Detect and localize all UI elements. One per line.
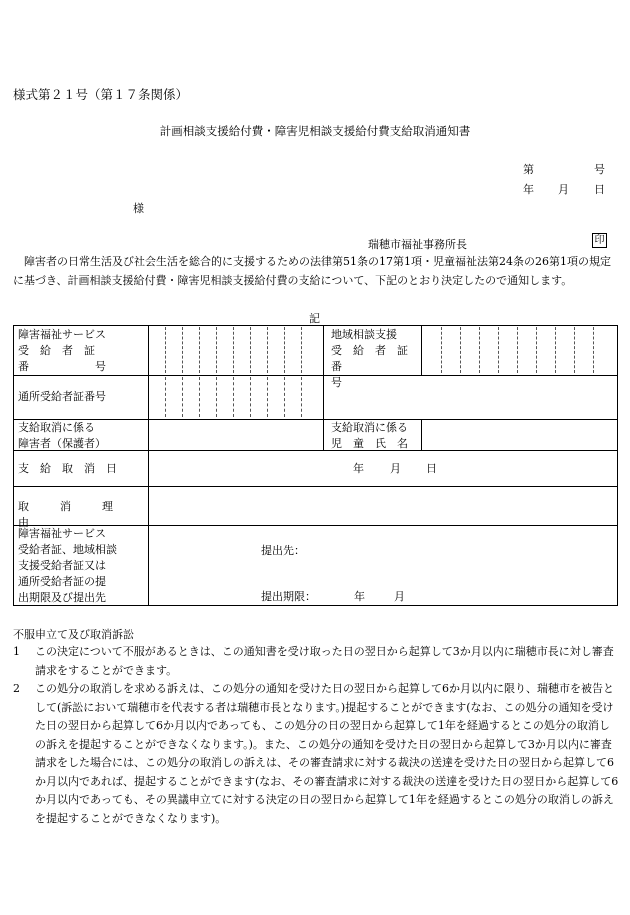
addressee-sama: 様 <box>133 202 144 215</box>
number-dai: 第 <box>523 163 534 176</box>
issuer-name: 瑞穂市福祉事務所長 <box>368 238 467 251</box>
appeal-section-title: 不服申立て及び取消訴訟 <box>13 628 134 641</box>
appeal-item-2: 2 この処分の取消しを求める訴えは、この処分の通知を受けた日の翌日から起算して6か月以内に限り、瑞穂市を被告として(訴訟において瑞穂市を代表する者は瑞穂市長となります。)提起することができます(なお、この処分の通知を受けた日の翌日から起算して6か月以内であっても、この処分の日の翌日から起算して1年を経過するとこの処分の取消しの訴えを提起することができなくなります。)。また、この処分の通知を受けた日の翌日から起算して3か月以内に審査請求をした場合には、この処分の取消しの訴えは、その審査請求に対する裁決の送達を受けた日の翌日から起算して6か月以内であれば、提起することができます(なお、その審査請求に対する裁決の送達を受けた日の翌日から起算して6か月以内であっても、その異議申立てに対する決定の日の翌日から起算して1年を経過するとこの処分の取消しの訴えを提起することができなくなります)。 <box>13 682 619 825</box>
label-submission-info: 障害福祉サービス 受給者証、地域相談 支援受給者証又は 通所受給者証の提 出期限及び提出先 <box>18 527 117 604</box>
seal-stamp: 印 <box>592 233 607 248</box>
ki-label: 記 <box>309 312 320 325</box>
label-cancel-reason: 取 消 理 由 <box>18 500 144 529</box>
label-disabled-person: 支給取消に係る 障害者（保護者） <box>18 421 106 450</box>
date-year: 年 <box>523 183 534 196</box>
appeal-item-1: 1 この決定について不服があるときは、この通知書を受け取った日の翌日から起算して3か月以内に瑞穂市長に対し審査請求をすることができます。 <box>13 645 614 677</box>
label-community-cert-no: 地域相談支援 受 給 者 証 番 号 <box>331 328 408 389</box>
cancel-date-year: 年 <box>353 462 364 475</box>
details-table <box>13 325 618 605</box>
body-paragraph: 障害者の日常生活及び社会生活を総合的に支援するための法律第51条の17第1項・児童福祉法第24条の26第1項の規定に基づき、計画相談支援給付費・障害児相談支援給付費の支給について、下記のとおり決定したので通知します。 <box>13 255 611 287</box>
label-child-name: 支給取消に係る 児 童 氏 名 <box>331 421 408 450</box>
deadline-month: 月 <box>394 590 405 603</box>
submission-deadline-label: 提出期限： <box>261 590 316 603</box>
form-number: 様式第２１号（第１７条関係） <box>13 87 189 102</box>
label-daycare-cert-no: 通所受給者証番号 <box>18 390 106 403</box>
cancel-date-month: 月 <box>390 462 401 475</box>
document-title: 計画相談支援給付費・障害児相談支援給付費支給取消通知書 <box>159 124 471 138</box>
date-day: 日 <box>594 183 605 196</box>
number-go: 号 <box>594 163 605 176</box>
date-month: 月 <box>558 183 569 196</box>
label-service-cert-no: 障害福祉サービス 受 給 者 証 番 号 <box>18 328 106 373</box>
label-cancel-date: 支 給 取 消 日 <box>18 462 117 475</box>
submission-destination-label: 提出先： <box>261 544 305 557</box>
deadline-year: 年 <box>354 590 365 603</box>
cancel-date-day: 日 <box>426 462 437 475</box>
